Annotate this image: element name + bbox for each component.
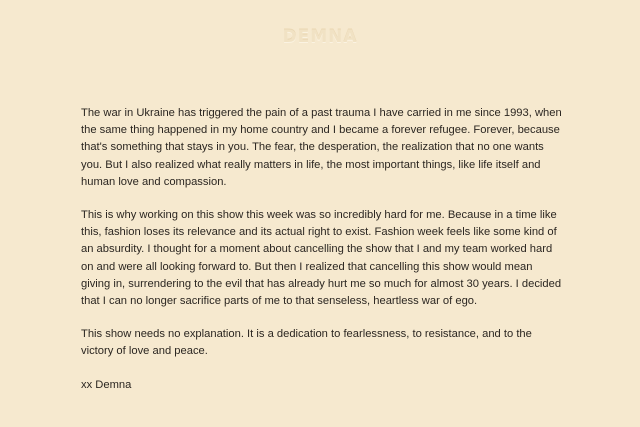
letter-body [81,105,563,394]
embossed-logo: DEMNA [282,27,358,47]
signature: xx Demna [81,378,132,391]
paragraph-2: This is why working on this show this week was so incredibly hard for me. Because in a time like this, fashion loses its relevance and its actual right to exist. Fashion week feels like some kind of an absurdity. I thought for a moment about cancelling the show that I and my team worked hard on and were all looking forward to. But then I realized that cancelling this show would mean giving in, surrendering to the evil that has already hurt me so much for almost 30 years. I decided that I can no longer sacrifice parts of me to that senseless, heartless war of ego. [81,209,562,308]
paragraph-3: This show needs no explanation. It is a dedication to fearlessness, to resistance, and to the victory of love and peace. [81,328,532,358]
paragraph-1: The war in Ukraine has triggered the pain of a past trauma I have carried in me since 1993, when the same thing happened in my home country and I became a forever refugee. Forever, because that's something that stays in you. The fear, the desperation, the realization that no one wants you. But I also realized what really matters in life, the most important things, like life itself and human love and compassion. [81,107,562,188]
